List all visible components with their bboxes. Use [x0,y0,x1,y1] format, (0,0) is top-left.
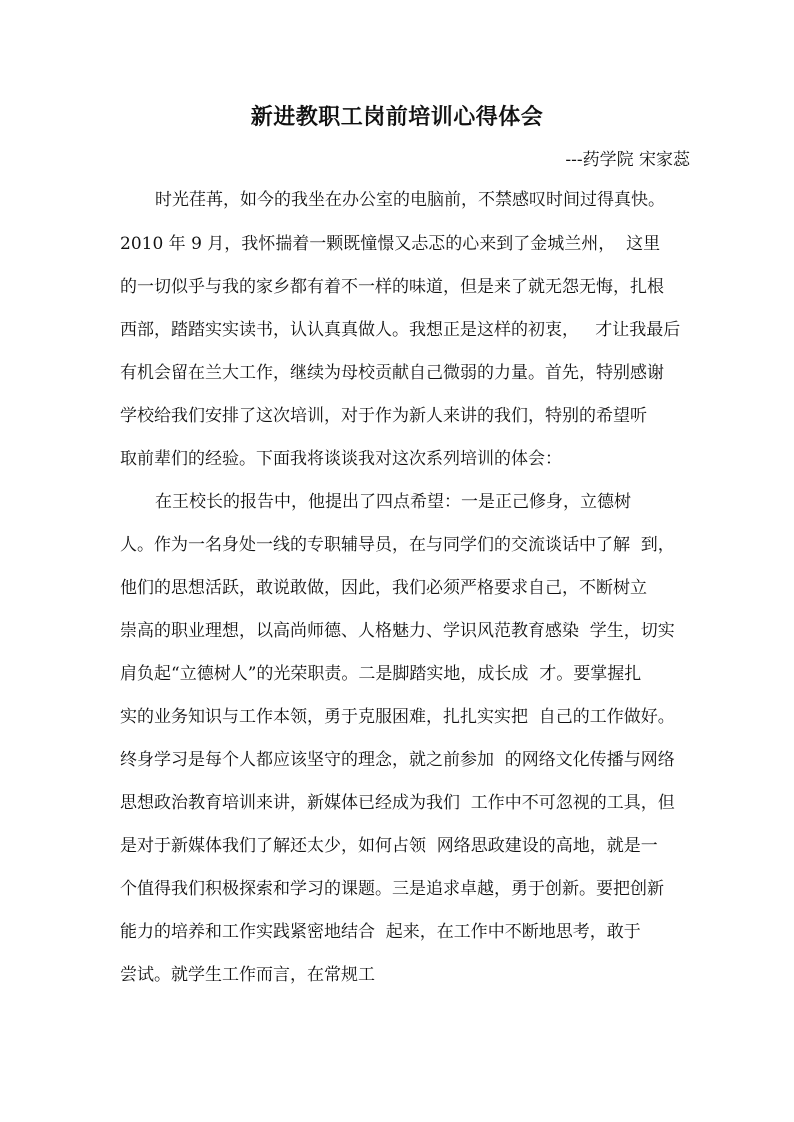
paragraph-line: 他们的思想活跃，敢说敢做，因此，我们必须严格要求自己，不断树立 [120,578,647,598]
paragraph-line: 个值得我们积极探索和学习的课题。三是追求卓越，勇于创新。要把创新 [120,879,664,899]
paragraph-line: 人。作为一名身处一线的专职辅导员，在与同学们的交流谈话中了解 到， [120,535,675,555]
paragraph-line: 思想政治教育培训来讲，新媒体已经成为我们 工作中不可忽视的工具，但 [120,793,675,813]
paragraph-line: 2010 年 9 月，我怀揣着一颗既憧憬又忐忑的心来到了金城兰州， 这里 [120,234,661,254]
paragraph-line: 崇高的职业理想，以高尚师德、人格魅力、学识风范教育感染 学生，切实 [120,621,675,641]
paragraph-line: 在王校长的报告中，他提出了四点希望：一是正己修身，立德树 [155,492,631,512]
paragraph-line: 西部，踏踏实实读书，认认真真做人。我想正是这样的初衷， 才让我最后 [120,320,681,340]
paragraph-line: 终身学习是每个人都应该坚守的理念，就之前参加 的网络文化传播与网络 [120,750,675,770]
paragraph-line: 有机会留在兰大工作，继续为母校贡献自己微弱的力量。首先，特别感谢 [120,363,664,383]
paragraph-line: 的一切似乎与我的家乡都有着不一样的味道，但是来了就无怨无悔，扎根 [120,277,664,297]
paragraph-line: 学校给我们安排了这次培训，对于作为新人来讲的我们，特别的希望听 [120,406,647,426]
author-byline: ---药学院 宋家蕊 [565,150,690,170]
paragraph-line: 时光荏苒，如今的我坐在办公室的电脑前，不禁感叹时间过得真快。 [155,190,665,210]
paragraph-line: 尝试。就学生工作而言，在常规工 [120,965,375,985]
paragraph-line: 能力的培养和工作实践紧密地结合 起来，在工作中不断地思考，敢于 [120,922,641,942]
paragraph-line: 肩负起“立德树人”的光荣职责。二是脚踏实地，成长成 才。要掌握扎 [120,664,642,684]
document-title: 新进教职工岗前培训心得体会 [250,104,544,130]
paragraph-line: 取前辈们的经验。下面我将谈谈我对这次系列培训的体会： [120,449,562,469]
paragraph-line: 实的业务知识与工作本领，勇于克服困难，扎扎实实把 自己的工作做好。 [120,707,675,727]
paragraph-line: 是对于新媒体我们了解还太少，如何占领 网络思政建设的高地，就是一 [120,836,658,856]
